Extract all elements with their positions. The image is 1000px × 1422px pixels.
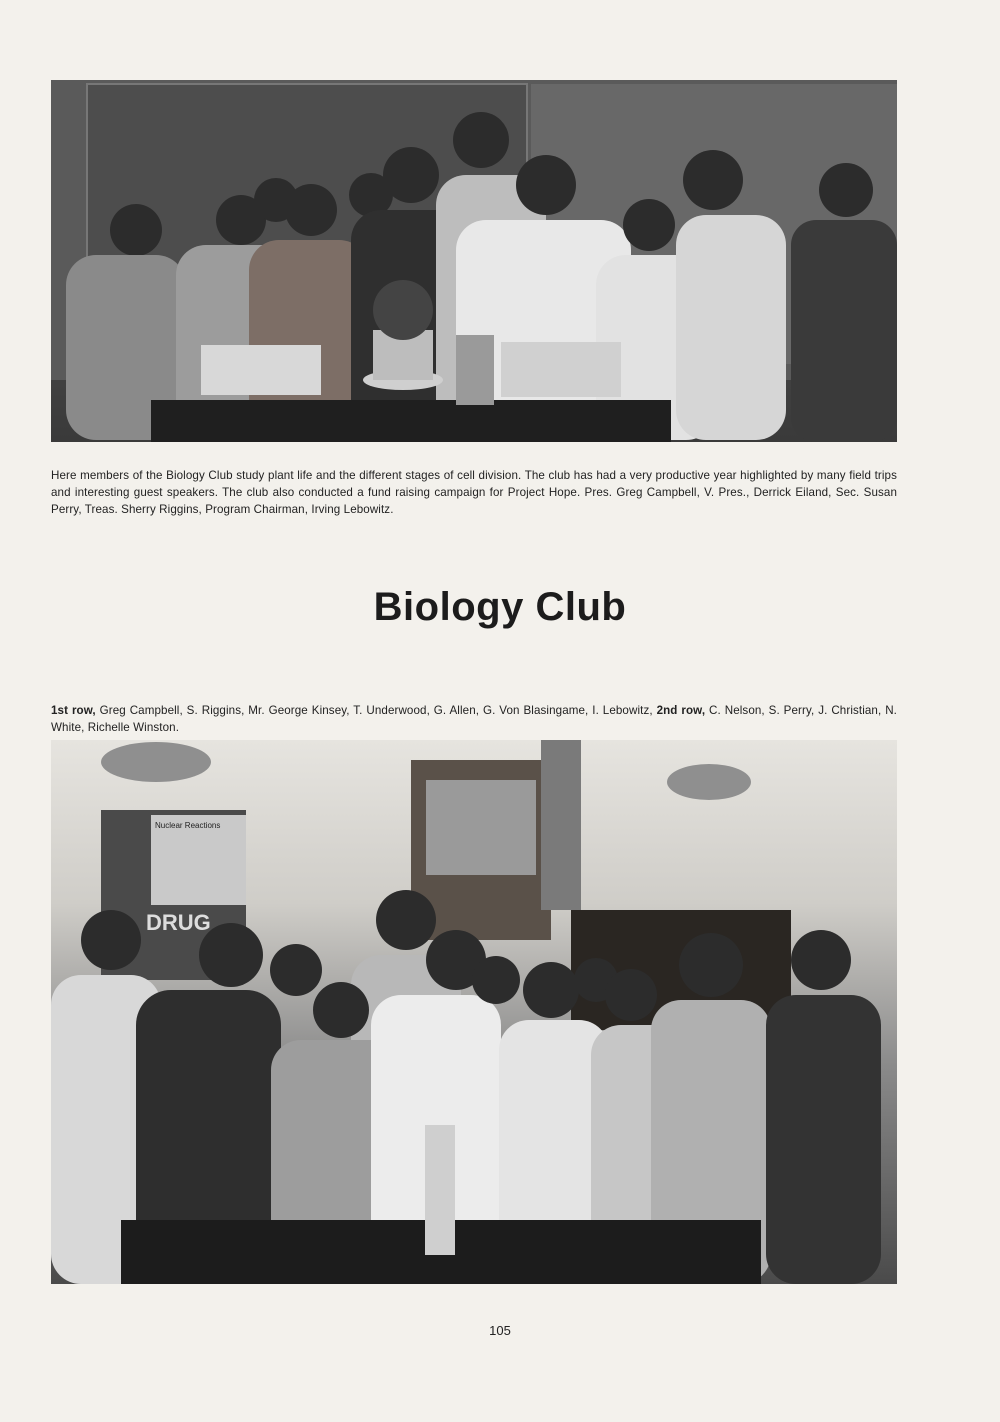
club-photo-top [51,80,897,442]
row2-names: C. Nelson, S. Perry, J. Christian, N. White, Richelle Winston. [51,703,897,734]
photo-bottom-illustration [51,740,897,1284]
photo-top-illustration [51,80,897,442]
poster-title: Nuclear Reactions [155,821,221,830]
row1-names: Greg Campbell, S. Riggins, Mr. George Kinsey, T. Underwood, G. Allen, G. Von Blasingame, I. Lebowitz, [95,703,657,717]
page-title: Biology Club [373,584,627,629]
club-photo-bottom [51,740,897,1284]
top-photo-caption: Here members of the Biology Club study plant life and the different stages of cell division. The club has had a very productive year highlighted by many field trips and interesting guest speakers. The club also conducted a fund raising campaign for Project Hope. Pres. Greg Campbell, V. Pres., Derrick Eiland, Sec. Susan Perry, Treas. Sherry Riggins, Program Chairman, Irving Lebowitz. [51,468,897,516]
page-number: 105 [489,1323,511,1338]
bottom-photo-caption [51,702,897,736]
row1-label: 1st row, [51,703,96,717]
poster-word: DRUG [146,910,211,935]
row2-label: 2nd row, [656,703,706,717]
